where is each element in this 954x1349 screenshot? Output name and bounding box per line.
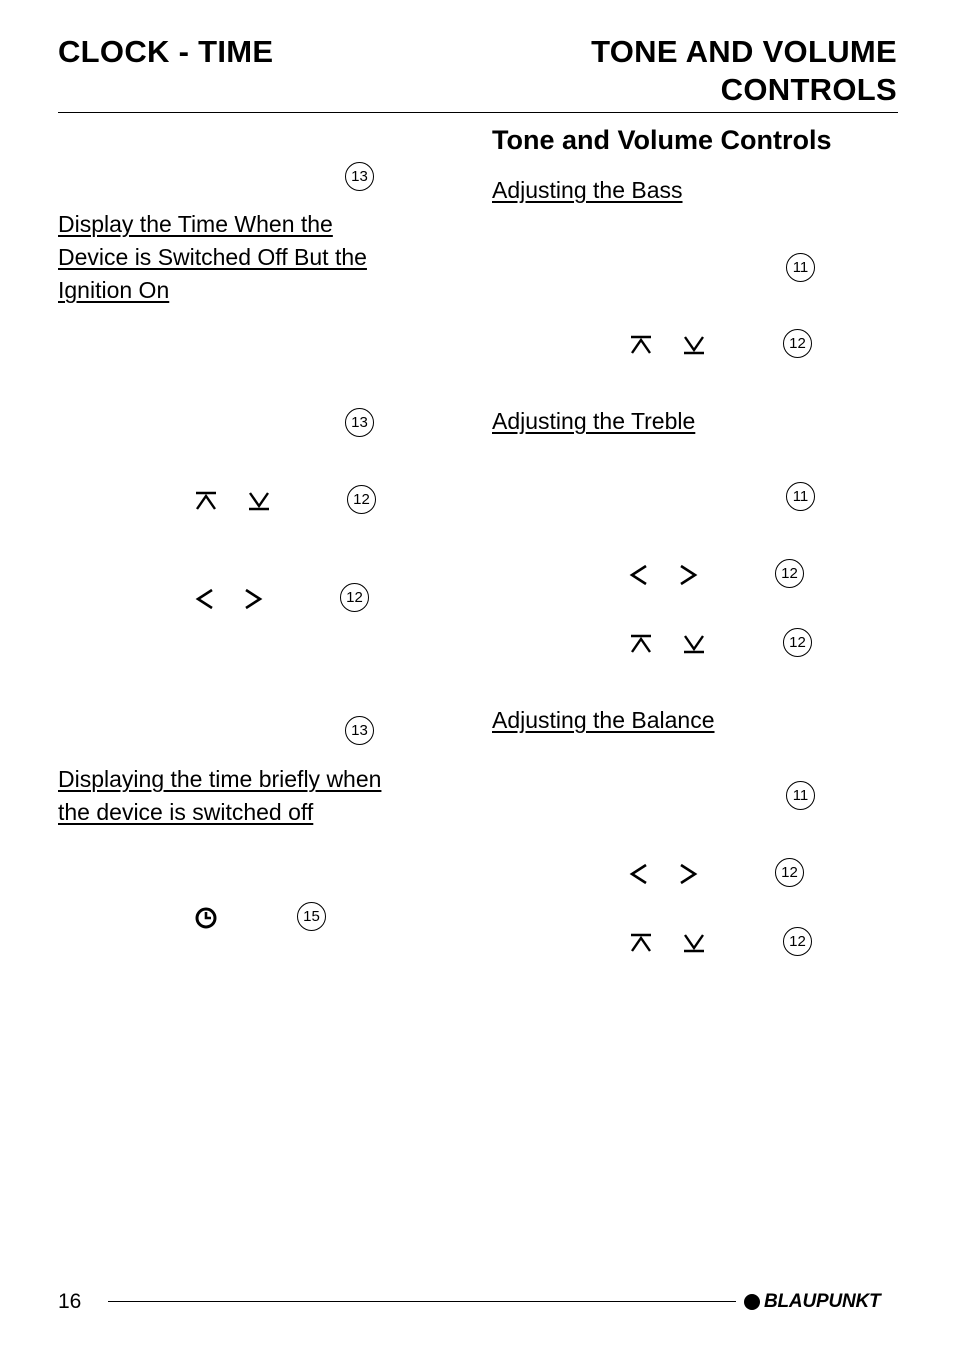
callout-12: 12 [775, 559, 804, 588]
up-arrow-icon [629, 933, 653, 953]
callout-11: 11 [786, 482, 815, 511]
callout-15: 15 [297, 902, 326, 931]
header-rule [58, 112, 898, 113]
header-left-title: CLOCK - TIME [58, 34, 274, 69]
up-arrow-icon [629, 335, 653, 355]
section-heading-line: Displaying the time briefly when [58, 766, 382, 792]
header-right-title-line1: TONE AND VOLUME [591, 34, 897, 69]
callout-13: 13 [345, 408, 374, 437]
callout-12: 12 [340, 583, 369, 612]
section-heading-display-time [58, 208, 478, 307]
page-number: 16 [58, 1290, 82, 1313]
section-heading-treble: Adjusting the Treble [492, 408, 696, 434]
callout-11: 11 [786, 253, 815, 282]
down-arrow-icon [247, 491, 271, 511]
left-arrow-icon [629, 564, 649, 586]
header-right-title [591, 33, 897, 109]
section-heading-line: Display the Time When the [58, 211, 333, 237]
down-arrow-icon [682, 335, 706, 355]
header-right-title-line2: CONTROLS [720, 72, 897, 107]
section-title: Tone and Volume Controls [492, 125, 832, 155]
up-arrow-icon [194, 491, 218, 511]
right-arrow-icon [243, 588, 263, 610]
section-heading-line: Device is Switched Off But the [58, 244, 367, 270]
right-arrow-icon [678, 564, 698, 586]
callout-13: 13 [345, 162, 374, 191]
callout-12: 12 [783, 628, 812, 657]
callout-12: 12 [783, 927, 812, 956]
section-heading-balance: Adjusting the Balance [492, 707, 715, 733]
section-heading-display-time-briefly [58, 763, 478, 829]
callout-11: 11 [786, 781, 815, 810]
section-heading-line: Ignition On [58, 277, 170, 303]
brand-dot-icon [744, 1294, 760, 1310]
up-arrow-icon [629, 634, 653, 654]
brand-name: BLAUPUNKT [764, 1291, 881, 1312]
brand-logo [744, 1290, 880, 1314]
down-arrow-icon [682, 634, 706, 654]
right-arrow-icon [678, 863, 698, 885]
down-arrow-icon [682, 933, 706, 953]
callout-13: 13 [345, 716, 374, 745]
left-arrow-icon [195, 588, 215, 610]
callout-12: 12 [783, 329, 812, 358]
footer-rule [108, 1301, 736, 1302]
left-arrow-icon [629, 863, 649, 885]
callout-12: 12 [347, 485, 376, 514]
callout-12: 12 [775, 858, 804, 887]
section-heading-line: the device is switched off [58, 799, 314, 825]
clock-icon [194, 906, 218, 930]
section-heading-bass: Adjusting the Bass [492, 177, 683, 203]
